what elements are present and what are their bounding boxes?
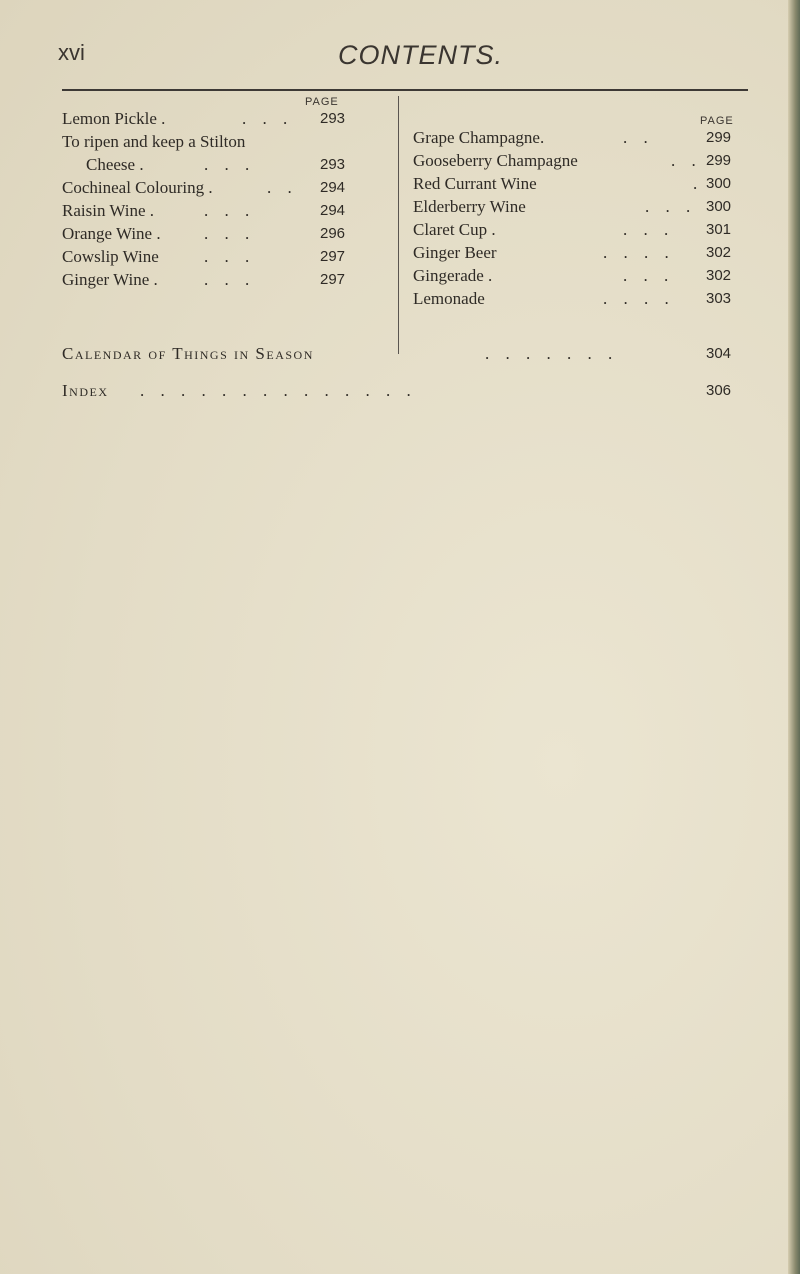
header-rule (62, 89, 748, 91)
entry-label: Ginger Beer (413, 243, 497, 262)
entry-leader: . . . (204, 270, 256, 289)
entry-label: Ginger Wine . (62, 270, 158, 289)
entry-page: 293 (320, 110, 346, 127)
entry-label: Gingerade . (413, 266, 493, 285)
toc-entry (62, 108, 362, 130)
entry-leader: . . . . . . . . . . . . . . (140, 381, 417, 400)
toc-entry (62, 223, 362, 245)
entry-leader: . . (623, 128, 654, 147)
entry-leader: . . . (623, 266, 675, 285)
left-page-heading: PAGE (305, 96, 339, 108)
entry-leader: . . (267, 178, 298, 197)
entry-leader: . (693, 174, 704, 193)
entry-page: 303 (706, 290, 732, 307)
entry-page: 297 (320, 248, 346, 265)
entry-label: Lemonade (413, 289, 485, 308)
entry-label: Index (62, 381, 109, 400)
entry-label: Raisin Wine . (62, 201, 155, 220)
entry-page: 302 (706, 244, 732, 261)
entry-leader: . . (671, 151, 702, 170)
entry-leader: . . . (204, 247, 256, 266)
entry-label: Lemon Pickle . (62, 109, 166, 128)
toc-entry (413, 127, 743, 149)
entry-label: Cowslip Wine (62, 247, 159, 266)
entry-page: 294 (320, 202, 346, 219)
entry-leader: . . . . (603, 243, 675, 262)
toc-entry (86, 154, 362, 176)
entry-page: 301 (706, 221, 732, 238)
toc-entry (413, 288, 743, 310)
toc-entry (62, 269, 362, 291)
toc-entry (413, 219, 743, 241)
entry-page: 300 (706, 175, 732, 192)
entry-leader: . . . (204, 201, 256, 220)
toc-entry (413, 242, 743, 264)
toc-entry (413, 173, 743, 195)
entry-page: 306 (706, 382, 732, 399)
toc-entry (62, 246, 362, 268)
toc-entry-calendar (62, 343, 742, 365)
toc-entry (62, 177, 362, 199)
entry-label: Gooseberry Champagne (413, 151, 578, 170)
entry-page: 293 (320, 156, 346, 173)
entry-leader: . . . . (603, 289, 675, 308)
toc-entry (413, 150, 743, 172)
toc-entry (62, 131, 362, 153)
entry-leader: . . . (623, 220, 675, 239)
toc-entry (413, 196, 743, 218)
toc-entry (413, 265, 743, 287)
column-divider (398, 96, 399, 354)
entry-label: To ripen and keep a Stilton (62, 132, 246, 151)
entry-label: Orange Wine . (62, 224, 161, 243)
entry-leader: . . . (204, 155, 256, 174)
entry-label: Calendar of Things in Season (62, 344, 314, 363)
entry-label: Elderberry Wine (413, 197, 526, 216)
page-edge (788, 0, 800, 1274)
entry-page: 297 (320, 271, 346, 288)
entry-leader: . . . . . . . (485, 344, 619, 363)
entry-leader: . . . (242, 109, 294, 128)
toc-entry (62, 200, 362, 222)
entry-page: 294 (320, 179, 346, 196)
entry-label: Claret Cup . (413, 220, 496, 239)
entry-page: 302 (706, 267, 732, 284)
entry-leader: . . . (645, 197, 697, 216)
entry-page: 296 (320, 225, 346, 242)
entry-label: Grape Champagne. (413, 128, 545, 147)
entry-page: 304 (706, 345, 732, 362)
entry-label: Red Currant Wine (413, 174, 537, 193)
entry-page: 300 (706, 198, 732, 215)
page-header (0, 40, 800, 80)
entry-label: Cochineal Colouring . (62, 178, 213, 197)
entry-leader: . . . (204, 224, 256, 243)
entry-page: 299 (706, 152, 732, 169)
toc-entry-index (62, 380, 742, 402)
right-page-heading: PAGE (700, 115, 734, 127)
running-title: CONTENTS. (338, 40, 504, 70)
folio: xvi (58, 40, 85, 65)
entry-label: Cheese . (86, 155, 144, 174)
entry-page: 299 (706, 129, 732, 146)
